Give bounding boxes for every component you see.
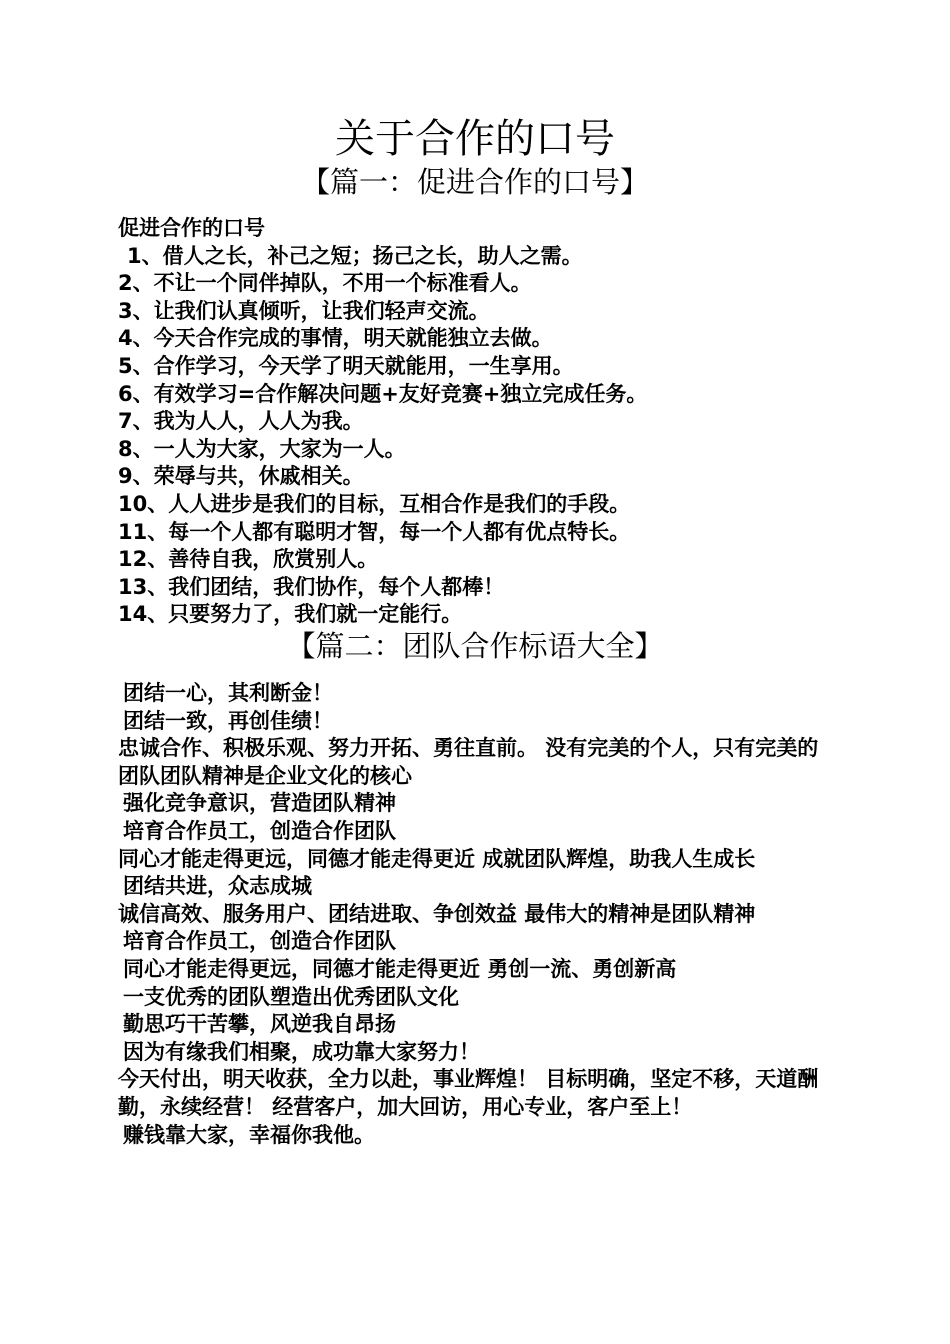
team-slogan-7: 团结共进，众志成城 xyxy=(123,874,312,899)
slogan-item-12: 12、善待自我，欣赏别人。 xyxy=(118,547,379,572)
section1-heading: 【篇一：促进合作的口号】 xyxy=(300,165,649,199)
team-slogan-4: 强化竞争意识，营造团队精神 xyxy=(123,791,396,816)
team-slogan-1: 团结一心，其利断金！ xyxy=(123,681,333,705)
document-title: 关于合作的口号 xyxy=(335,116,615,162)
team-slogan-6: 同心才能走得更远，同德才能走得更近 成就团队辉煌，助我人生成长 xyxy=(118,846,756,871)
section2-body xyxy=(118,680,838,1149)
slogan-item-10: 10、人人进步是我们的目标，互相合作是我们的手段。 xyxy=(118,491,631,516)
slogan-item-1: 1、借人之长，补己之短；扬己之长，助人之需。 xyxy=(127,243,583,268)
team-slogan-2: 团结一致，再创佳绩！ xyxy=(123,708,333,733)
slogan-item-7: 7、我为人人，人人为我。 xyxy=(118,409,364,434)
team-slogan-14: 今天付出，明天收获，全力以赴，事业辉煌！ 目标明确，坚定不移，天道酬勤，永续经营！ 经营客户，加大回访，用心专业，客户至上！ xyxy=(118,1067,819,1119)
team-slogan-9: 培育合作员工，创造合作团队 xyxy=(123,929,396,954)
slogan-item-4: 4、今天合作完成的事情，明天就能独立去做。 xyxy=(118,326,553,351)
slogan-item-13: 13、我们团结，我们协作，每个人都棒！ xyxy=(118,574,505,599)
section1-body xyxy=(118,215,838,629)
team-slogan-8: 诚信高效、服务用户、团结进取、争创效益 最伟大的精神是团队精神 xyxy=(118,901,756,926)
team-slogan-13: 因为有缘我们相聚，成功靠大家努力！ xyxy=(123,1039,480,1064)
team-slogan-12: 勤思巧干苦攀，风逆我自昂扬 xyxy=(123,1012,396,1037)
slogan-item-14: 14、只要努力了，我们就一定能行。 xyxy=(118,602,463,627)
team-slogan-15: 赚钱靠大家，幸福你我他。 xyxy=(123,1122,375,1147)
slogan-item-8: 8、一人为大家，大家为一人。 xyxy=(118,436,406,461)
section2-heading: 【篇二：团队合作标语大全】 xyxy=(286,629,664,663)
slogan-item-6: 6、有效学习=合作解决问题+友好竞赛+独立完成任务。 xyxy=(118,381,648,406)
team-slogan-11: 一支优秀的团队塑造出优秀团队文化 xyxy=(123,984,459,1009)
team-slogan-5: 培育合作员工，创造合作团队 xyxy=(123,818,396,843)
team-slogan-3: 忠诚合作、积极乐观、努力开拓、勇往直前。 没有完美的个人，只有完美的团队团队精神是企业文化的核心 xyxy=(118,736,819,788)
slogan-item-5: 5、合作学习，今天学了明天就能用，一生享用。 xyxy=(118,353,574,378)
slogan-item-2: 2、不让一个同伴掉队，不用一个标准看人。 xyxy=(118,271,532,296)
slogan-item-9: 9、荣辱与共，休戚相关。 xyxy=(118,464,364,489)
section1-subheading: 促进合作的口号 xyxy=(118,216,265,240)
team-slogan-10: 同心才能走得更远，同德才能走得更近 勇创一流、勇创新高 xyxy=(123,956,677,981)
slogan-item-11: 11、每一个人都有聪明才智，每一个人都有优点特长。 xyxy=(118,519,631,544)
slogan-item-3: 3、让我们认真倾听，让我们轻声交流。 xyxy=(118,298,490,323)
